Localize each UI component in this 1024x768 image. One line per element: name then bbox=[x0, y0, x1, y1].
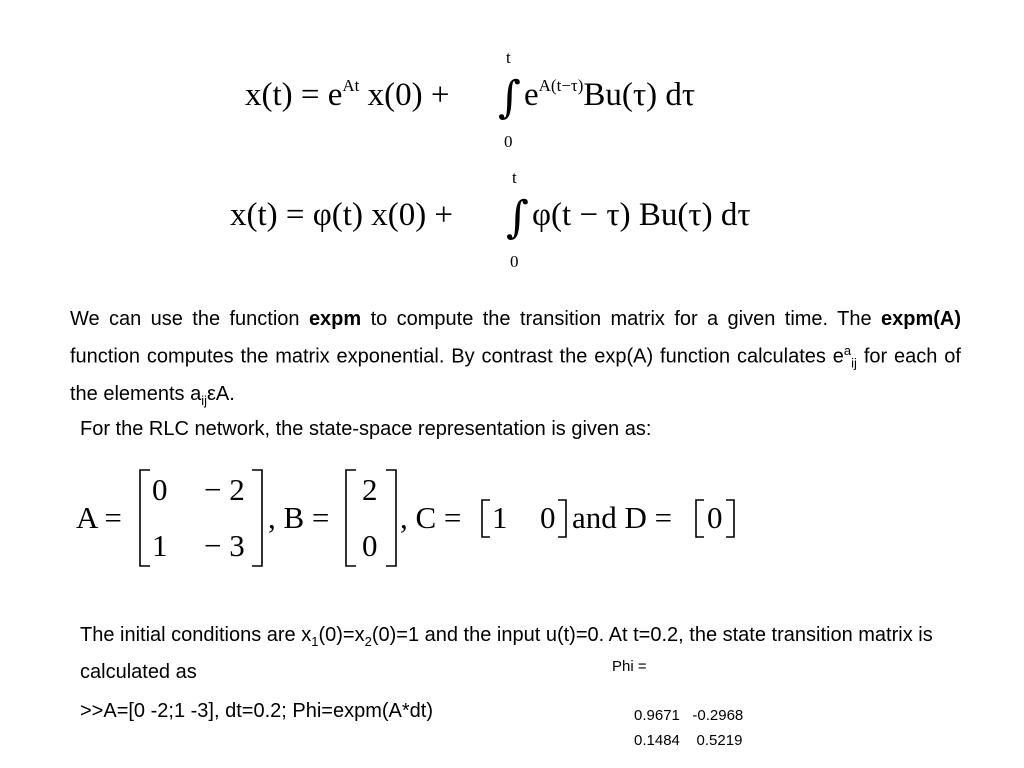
matrix-a-cell: 0 bbox=[152, 472, 168, 507]
matrix-d-left-bracket bbox=[696, 500, 704, 537]
matlab-command: >>A=[0 -2;1 -3], dt=0.2; Phi=expm(A*dt) bbox=[80, 700, 433, 722]
eq1-mid: x(0) + bbox=[367, 77, 450, 113]
matrix-b-label: , B = bbox=[268, 500, 330, 535]
eq2-integral-lower: 0 bbox=[510, 252, 519, 271]
matrix-b-cell: 2 bbox=[362, 472, 378, 507]
integral-sign-2: ∫ bbox=[506, 192, 529, 243]
integral-sign-1: ∫ bbox=[498, 72, 521, 123]
rlc-intro-text: For the RLC network, the state-space representation is given as: bbox=[80, 418, 652, 440]
eq1-lhs: x(t) = e bbox=[245, 77, 343, 113]
matrix-a-cell: 1 bbox=[152, 528, 168, 563]
matrix-c-cell: 1 bbox=[492, 500, 508, 535]
matrix-b-right-bracket bbox=[386, 470, 396, 566]
matrix-a-left-bracket bbox=[140, 470, 150, 566]
matrix-c-label: , C = bbox=[400, 500, 462, 535]
para-text-4: for each of the elements a bbox=[70, 345, 961, 405]
eq1-exponent-atau: A(t−τ) bbox=[538, 76, 584, 95]
output-phi-label: Phi = bbox=[612, 658, 647, 675]
eq1-integral-upper: t bbox=[506, 48, 511, 67]
eq2-integrand: φ(t − τ) Bu(τ) dτ bbox=[532, 197, 751, 233]
init-text-3: (0)=1 and the input u(t)=0. At t=0.2, the state transition matrix is calculated as bbox=[80, 624, 933, 683]
matrix-c-left-bracket bbox=[482, 500, 490, 537]
para-text-1: We can use the function bbox=[70, 308, 309, 330]
eq1-rest: Bu(τ) dτ bbox=[583, 77, 696, 113]
eq2-lhs: x(t) = φ(t) x(0) + bbox=[230, 197, 454, 233]
matrix-a-cell: − 3 bbox=[204, 528, 245, 563]
matrix-a-right-bracket bbox=[252, 470, 262, 566]
para-sub-ij-1: ij bbox=[851, 355, 857, 371]
eq1-exponent-at: At bbox=[342, 76, 360, 95]
init-text-1: The initial conditions are x bbox=[80, 624, 312, 646]
para-sub-ij-2: ij bbox=[201, 392, 207, 408]
para-bold-expm-a: expm(A) bbox=[880, 308, 961, 330]
eq1-integral-lower: 0 bbox=[504, 132, 513, 151]
para-text-3: function computes the matrix exponential. By contrast the exp(A) function calculates e bbox=[70, 345, 844, 368]
init-sub-1: 1 bbox=[311, 634, 319, 649]
eq1-e: e bbox=[524, 77, 539, 113]
matrix-a-label: A = bbox=[76, 500, 122, 535]
matrix-d-label: and D = bbox=[572, 500, 673, 535]
init-text-2: (0)=x bbox=[318, 624, 365, 646]
eq2-integral-upper: t bbox=[512, 168, 517, 187]
matrix-c-right-bracket bbox=[558, 500, 566, 537]
matrix-d-right-bracket bbox=[726, 500, 734, 537]
initial-conditions-text bbox=[80, 620, 970, 687]
output-phi-row-2: 0.1484 0.5219 bbox=[634, 732, 743, 749]
init-sub-2: 2 bbox=[364, 634, 372, 649]
matrix-c-cell: 0 bbox=[540, 500, 556, 535]
output-phi-row-1: 0.9671 -0.2968 bbox=[634, 707, 744, 724]
matrix-b-cell: 0 bbox=[362, 528, 378, 563]
para-text-5: εA. bbox=[206, 382, 235, 405]
para-text-2: to compute the transition matrix for a given time. The bbox=[361, 308, 881, 330]
matrix-d-cell: 0 bbox=[707, 500, 723, 535]
matrix-b-left-bracket bbox=[346, 470, 356, 566]
matrix-a-cell: − 2 bbox=[204, 472, 245, 507]
para-bold-expm: expm bbox=[308, 308, 362, 330]
para-sup-a: a bbox=[843, 343, 852, 358]
